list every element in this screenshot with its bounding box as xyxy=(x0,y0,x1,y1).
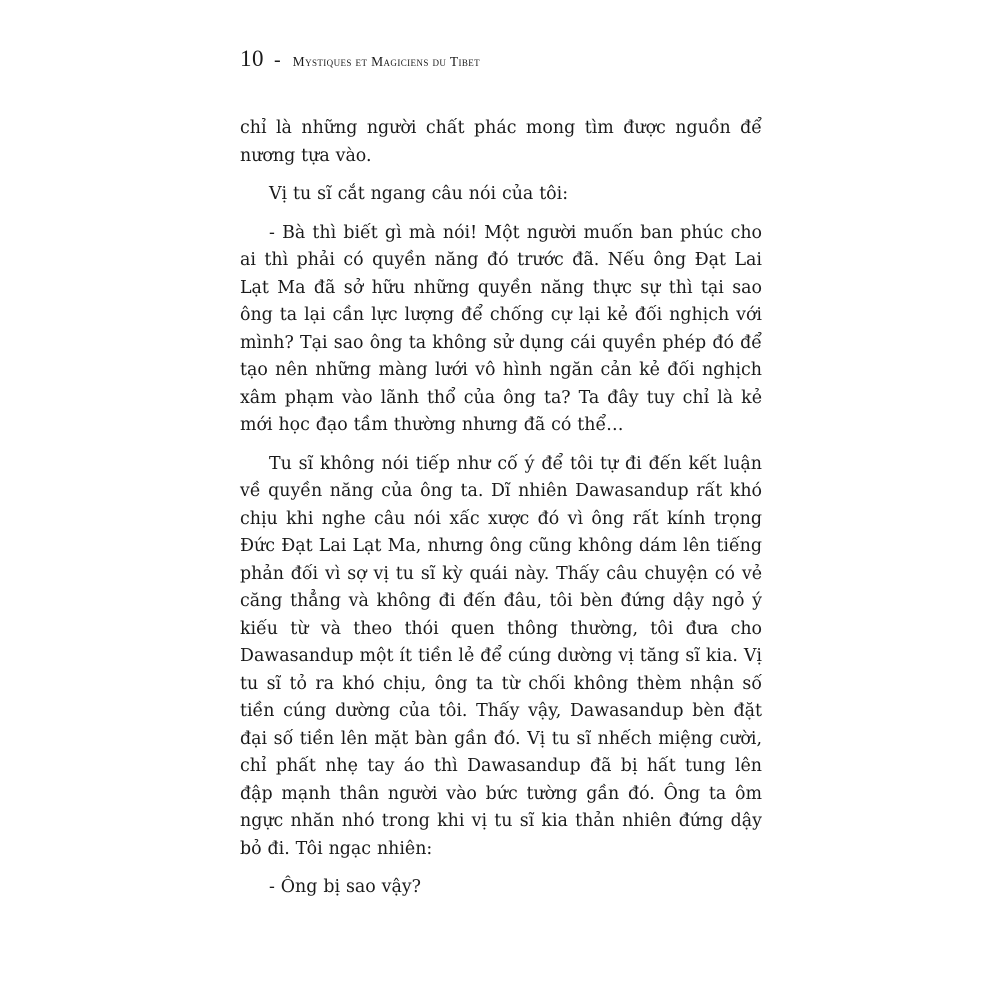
paragraph-interruption: Vị tu sĩ cắt ngang câu nói của tôi: xyxy=(269,184,569,204)
paragraph-question: - Ông bị sao vậy? xyxy=(269,877,421,897)
page-number: 10 xyxy=(240,46,264,71)
running-header xyxy=(240,46,480,78)
paragraph-continuation: chỉ là những người chất phác mong tìm được nguồn để nương tựa vào. xyxy=(240,118,762,166)
paragraph-narration: Tu sĩ không nói tiếp như cố ý để tôi tự đi đến kết luận về quyền năng của ông ta. Dĩ nhiên Dawasandup rất khó chịu khi nghe câu nói xấc xược đó vì ông rất kính trọng Đức Đạt Lai Lạt Ma, nhưng ông cũng không dám lên tiếng phản đối vì sợ vị tu sĩ kỳ quái này. Thấy câu chuyện có vẻ căng thẳng và không đi đến đâu, tôi bèn đứng dậy ngỏ ý kiếu từ và theo thói quen thông thường, tôi đưa cho Dawasandup một ít tiền lẻ để cúng dường vị tăng sĩ kia. Vị tu sĩ tỏ ra khó chịu, ông ta từ chối không thèm nhận số tiền cúng dường của tôi. Thấy vậy, Dawasandup bèn đặt đại số tiền lên mặt bàn gần đó. Vị tu sĩ nhếch miệng cười, chỉ phất nhẹ tay áo thì Dawasandup đã bị hất tung lên đập mạnh thân người vào bức tường gần đó. Ông ta ôm ngực nhăn nhó trong khi vị tu sĩ kia thản nhiên đứng dậy bỏ đi. Tôi ngạc nhiên: xyxy=(240,453,762,859)
paragraph-monk-speech: - Bà thì biết gì mà nói! Một người muốn ban phúc cho ai thì phải có quyền năng đó trước đã. Nếu ông Đạt Lai Lạt Ma đã sở hữu những quyền năng thực sự thì tại sao ông ta lại cần lực lượng để chống cự lại kẻ đối nghịch với mình? Tại sao ông ta không sử dụng cái quyền phép đó để tạo nên những màng lưới vô hình ngăn cản kẻ đối nghịch xâm phạm vào lãnh thổ của ông ta? Ta đây tuy chỉ là kẻ mới học đạo tầm thường nhưng đã có thể… xyxy=(240,222,762,435)
header-separator: - xyxy=(274,49,281,71)
book-title: Mystiques et Magiciens du Tibet xyxy=(292,54,481,69)
body-text xyxy=(240,115,762,913)
